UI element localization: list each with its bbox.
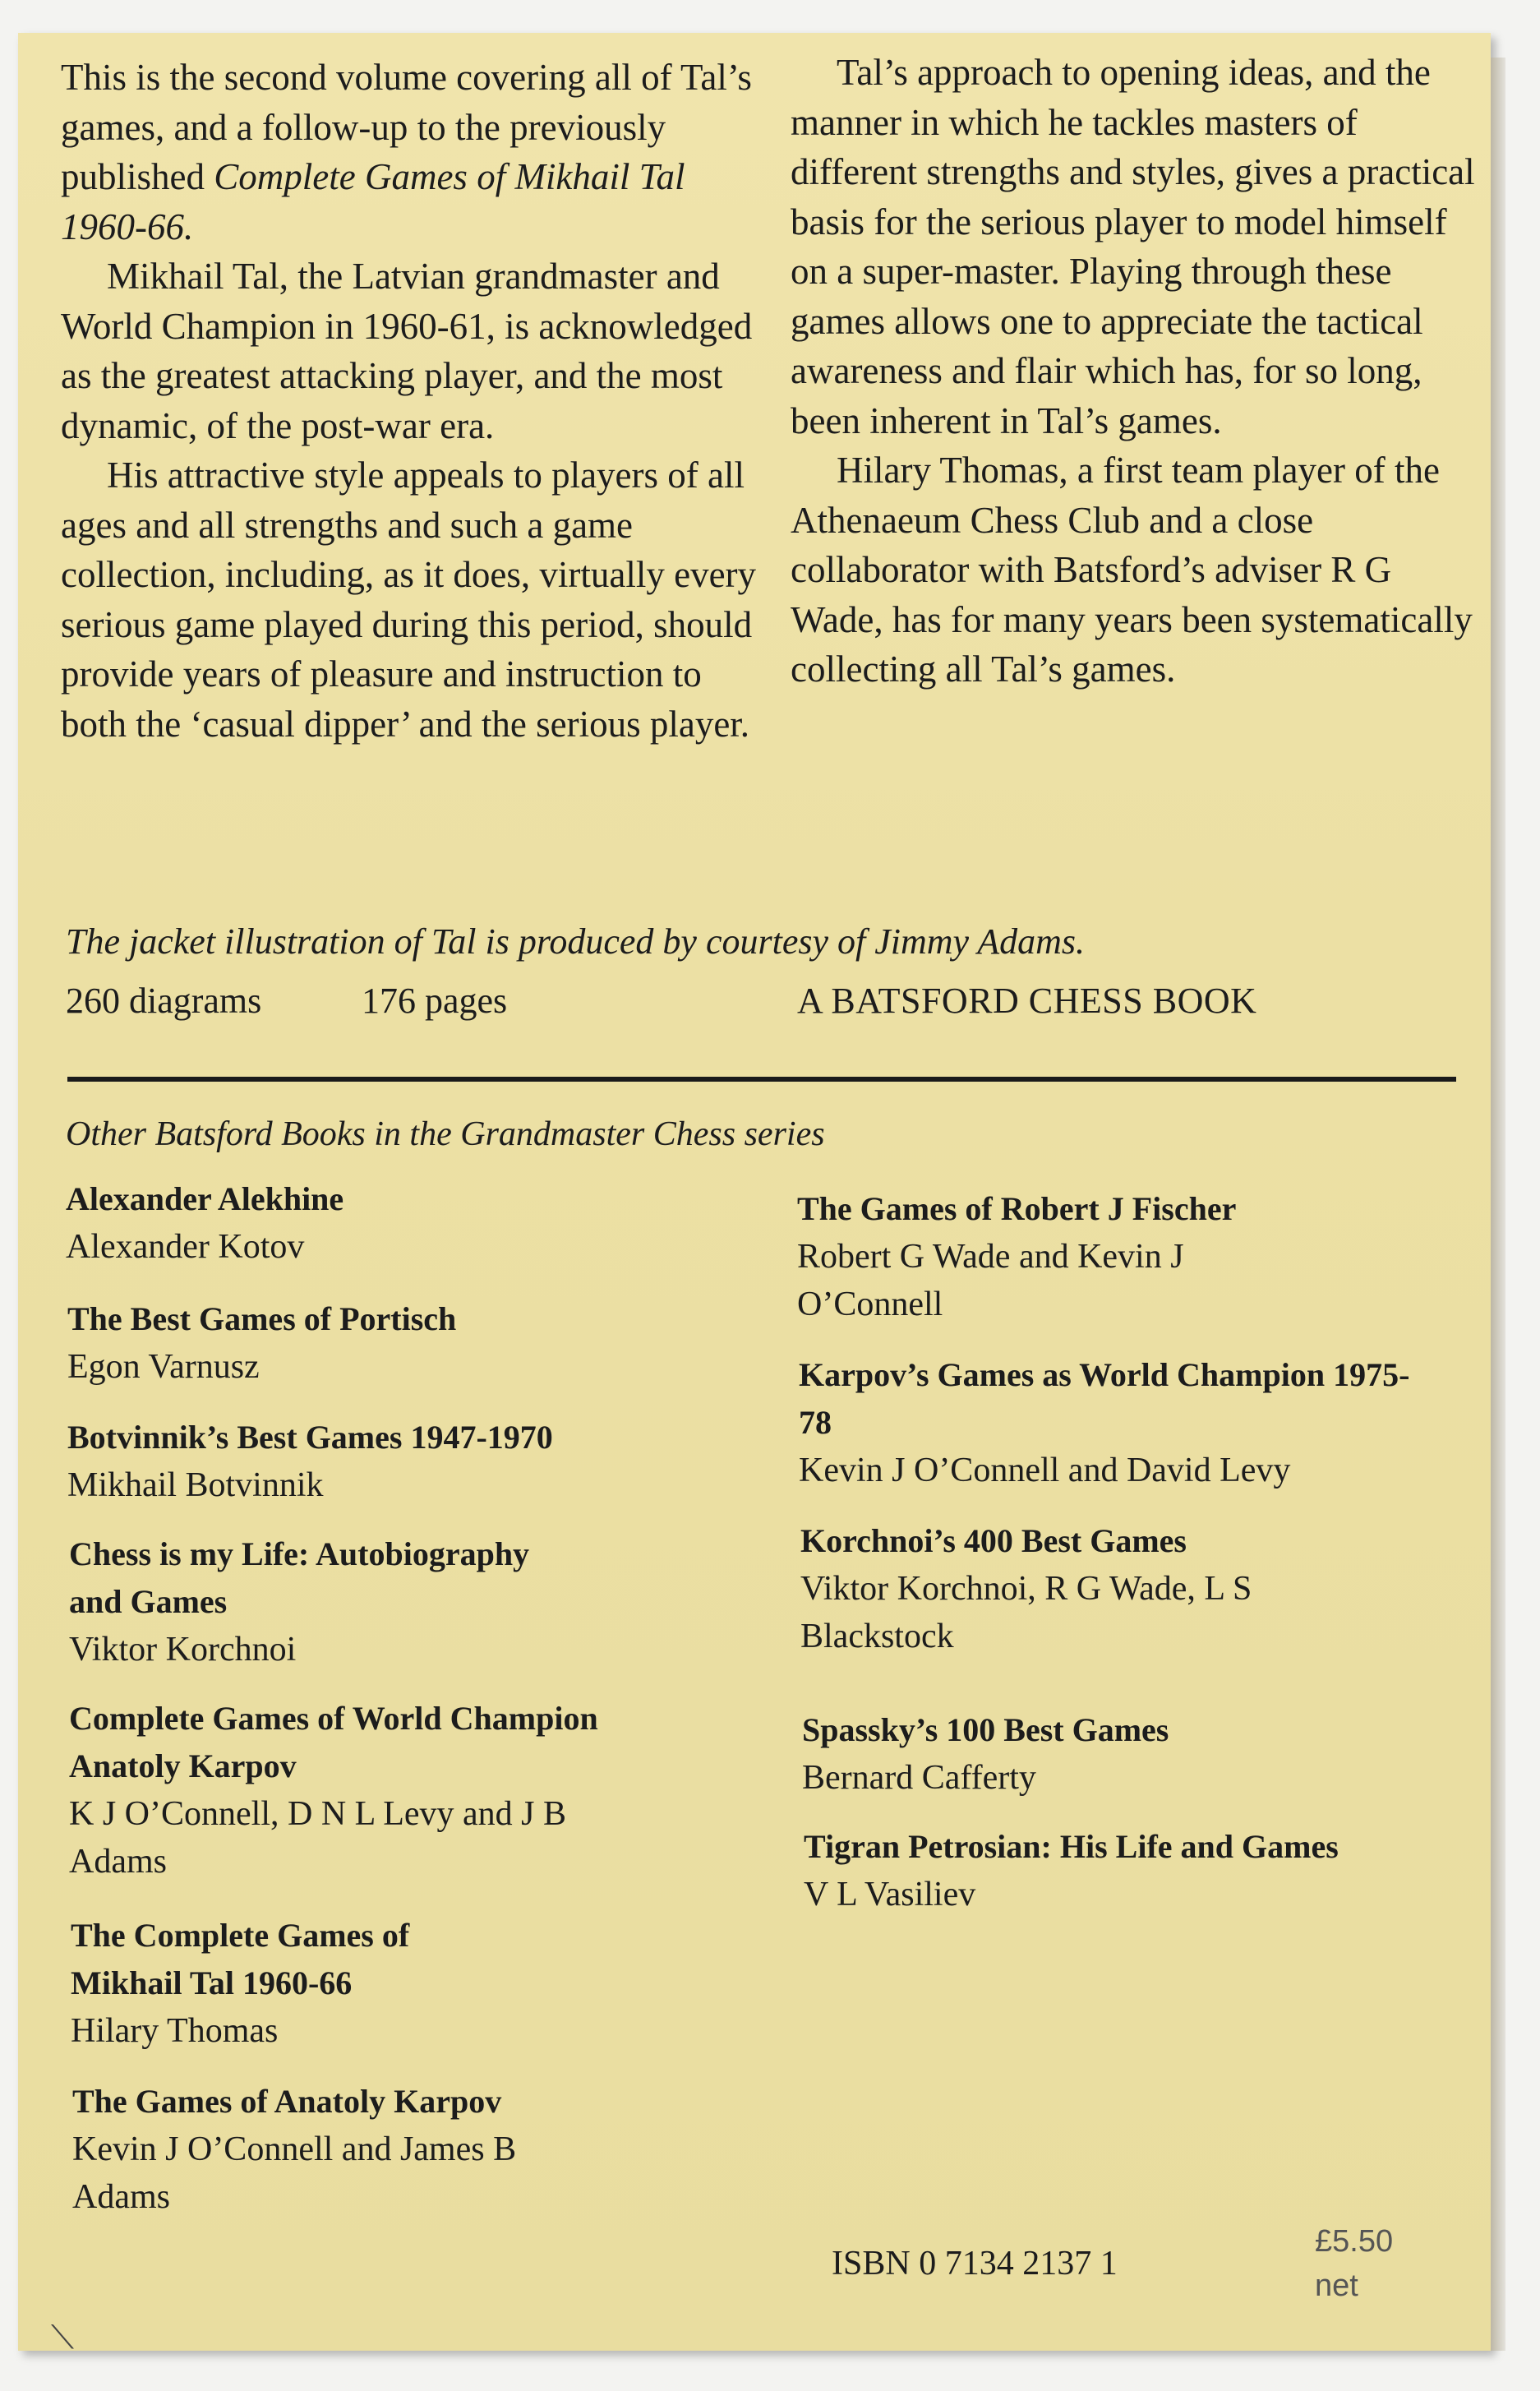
book-author: Mikhail Botvinnik (67, 1466, 324, 1504)
book-author: Viktor Korchnoi, R G Wade, L S Blackstock (800, 1570, 1252, 1655)
book-entry (66, 1175, 748, 1271)
book-title: Chess is my Life: Autobiography and Games (69, 1535, 530, 1620)
book-title: The Games of Anatoly Karpov (72, 2083, 502, 2120)
book-title: The Complete Games of Mikhail Tal 1960-66 (71, 1917, 410, 2001)
book-title: The Best Games of Portisch (67, 1300, 457, 1337)
blurb-paragraph: Mikhail Tal, the Latvian grandmaster and World Champion in 1960-61, is acknowledged as the greatest attacking player, and the most dynamic, of the post-war era. (61, 256, 753, 446)
book-author: Kevin J O’Connell and David Levy (799, 1452, 1291, 1489)
book-author: V L Vasiliev (804, 1876, 976, 1913)
page-count: 176 pages (362, 981, 508, 1021)
book-entry (804, 1823, 1486, 1918)
blurb-paragraph: Tal’s approach to opening ideas, and the manner in which he tackles masters of different strengths and styles, gives a practical basis for the serious player to model himself on a super-master. Playing through these games allows one to appreciate the tactical awareness and flair which has, for so long, been inherent in Tal’s games. (791, 52, 1475, 441)
book-author: Kevin J O’Connell and James B Adams (72, 2130, 517, 2216)
corner-mark-icon: ⟍ (51, 2319, 74, 2356)
blurb-left-column (61, 53, 768, 749)
price-net-label: net (1315, 2269, 1358, 2303)
book-entry (69, 1530, 562, 1673)
book-title: Karpov’s Games as World Champion 1975-78 (799, 1356, 1410, 1441)
book-title: Spassky’s 100 Best Games (802, 1711, 1169, 1748)
isbn-number: ISBN 0 7134 2137 1 (832, 2245, 1118, 2283)
book-entry (802, 1706, 1484, 1802)
book-author: K J O’Connell, D N L Levy and J B Adams (69, 1795, 567, 1881)
book-entry (69, 1695, 661, 1886)
book-title: Complete Games of World Champion Anatoly Karpov (69, 1700, 598, 1784)
blurb-book-title: Complete Games of Mikhail Tal 1960-66. (61, 156, 685, 247)
blurb-paragraph: His attractive style appeals to players of all ages and all strengths and such a game collection, including, as it does, virtually every serious game played during this period, should provide years of pleasure and instruction to both the ‘casual dipper’ and the serious player. (61, 455, 757, 745)
book-title: Tigran Petrosian: His Life and Games (804, 1828, 1339, 1865)
book-author: Hilary Thomas (71, 2012, 279, 2050)
book-title: The Games of Robert J Fischer (797, 1190, 1237, 1227)
blurb-paragraph: This is the second volume covering all of Tal’s games, and a follow-up to the previously published Complete Games of Mikhail Tal 1960-66. (61, 57, 752, 247)
price-tag (1315, 2219, 1393, 2308)
series-heading: Other Batsford Books in the Grandmaster Chess series (66, 1115, 825, 1153)
price-amount: £5.50 (1315, 2224, 1394, 2259)
book-author: Viktor Korchnoi (69, 1631, 297, 1669)
book-entry (800, 1517, 1326, 1660)
book-title: Korchnoi’s 400 Best Games (800, 1522, 1187, 1559)
publisher-line: A BATSFORD CHESS BOOK (797, 981, 1257, 1021)
book-title: Botvinnik’s Best Games 1947-1970 (67, 1419, 553, 1456)
book-author: Egon Varnusz (67, 1348, 260, 1386)
book-author: Bernard Cafferty (802, 1759, 1036, 1797)
book-title: Alexander Alekhine (66, 1180, 344, 1217)
cover-edge-shadow (1491, 58, 1505, 2351)
book-author: Robert G Wade and Kevin J O’Connell (797, 1238, 1184, 1323)
illustration-credit: The jacket illustration of Tal is produced by courtesy of Jimmy Adams. (66, 921, 1086, 962)
divider-rule (67, 1077, 1456, 1082)
book-entry (67, 1414, 749, 1509)
book-entry (797, 1185, 1323, 1328)
book-entry (799, 1351, 1423, 1494)
book-entry (72, 2078, 582, 2221)
book-entry (67, 1295, 749, 1391)
blurb-right-column (791, 48, 1481, 695)
book-entry (71, 1912, 498, 2055)
diagram-count: 260 diagrams (66, 981, 262, 1021)
book-back-cover (18, 33, 1491, 2356)
book-author: Alexander Kotov (66, 1228, 305, 1266)
blurb-paragraph: Hilary Thomas, a first team player of the Athenaeum Chess Club and a close collaborator with Batsford’s adviser R G Wade, has for many years been systematically collecting all Tal’s games. (791, 450, 1473, 690)
